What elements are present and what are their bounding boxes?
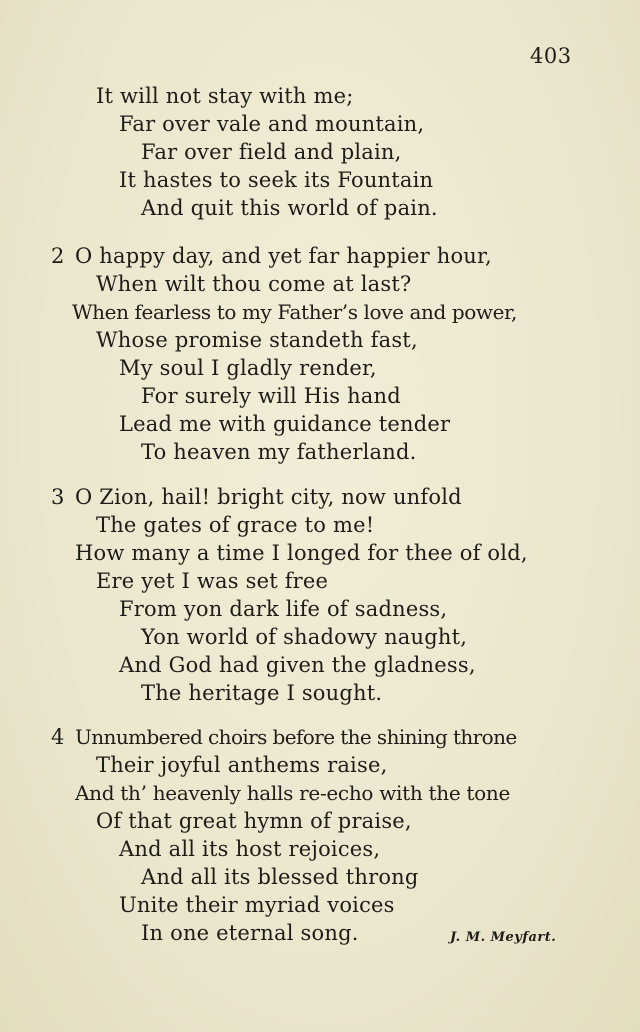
stanza-line: When wilt thou come at last? <box>96 272 412 296</box>
stanza-line: To heaven my fatherland. <box>141 440 417 464</box>
stanza-line: My soul I gladly render, <box>119 356 377 380</box>
stanza-line: It hastes to seek its Fountain <box>119 168 434 192</box>
stanza-line: Unite their myriad voices <box>119 893 395 917</box>
stanza-line: The heritage I sought. <box>141 681 383 705</box>
stanza-line: Lead me with guidance tender <box>119 412 451 436</box>
author-attribution: J. M. Meyfart. <box>450 930 557 945</box>
stanza-line: How many a time I longed for thee of old, <box>75 541 528 565</box>
stanza-line: Their joyful anthems raise, <box>96 753 388 777</box>
stanza-line: And all its blessed throng <box>141 865 419 889</box>
stanza-line: And quit this world of pain. <box>141 196 438 220</box>
stanza-number: 2 <box>51 244 65 268</box>
stanza-line: O Zion, hail! bright city, now unfold <box>75 485 462 509</box>
stanza-line: Yon world of shadowy naught, <box>141 625 468 649</box>
stanza-line: O happy day, and yet far happier hour, <box>75 244 492 268</box>
stanza-line: When fearless to my Father’s love and power, <box>72 300 517 324</box>
stanza-line: From yon dark life of sadness, <box>119 597 448 621</box>
stanza-line: It will not stay with me; <box>96 84 354 108</box>
stanza-line: Whose promise standeth fast, <box>96 328 418 352</box>
page-number: 403 <box>530 44 572 68</box>
stanza-line: The gates of grace to me! <box>96 513 375 537</box>
stanza-line: Far over vale and mountain, <box>119 112 425 136</box>
stanza-line: In one eternal song. <box>141 921 359 945</box>
stanza-number: 4 <box>51 725 65 749</box>
stanza-line: Ere yet I was set free <box>96 569 329 593</box>
stanza-line: Far over field and plain, <box>141 140 402 164</box>
stanza-line: For surely will His hand <box>141 384 401 408</box>
stanza-line: Of that great hymn of praise, <box>96 809 412 833</box>
stanza-number: 3 <box>51 485 65 509</box>
stanza-line: And th’ heavenly halls re-echo with the tone <box>75 781 511 805</box>
stanza-line: And God had given the gladness, <box>119 653 476 677</box>
stanza-line: Unnumbered choirs before the shining throne <box>75 725 517 749</box>
stanza-line: And all its host rejoices, <box>119 837 381 861</box>
